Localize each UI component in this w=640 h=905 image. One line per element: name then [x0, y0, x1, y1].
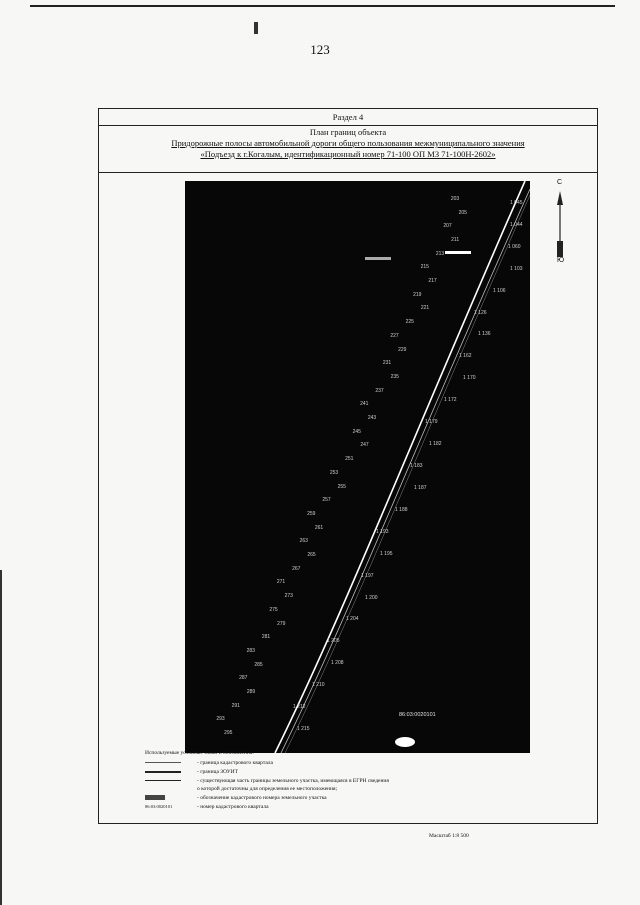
legend-item-parcel-number: - обозначение кадастрового номера земельного участка [145, 794, 555, 802]
point-label: 231 [382, 360, 392, 367]
page-number: 123 [310, 42, 330, 57]
scan-edge-line [30, 5, 615, 7]
point-label: 215 [420, 264, 429, 271]
legend-item-parcel-boundary-cont: о которой достаточны для определения ее местоположения; [197, 786, 338, 792]
map-marker [445, 251, 471, 254]
legend-item-quarter-number: 86:03:0020101 - номер кадастрового квартала [145, 804, 269, 810]
point-label: 1 182 [429, 441, 442, 448]
point-label: 263 [299, 538, 308, 545]
point-label: 1 103 [510, 265, 523, 272]
point-label: 205 [458, 209, 467, 216]
point-label: 1 197 [361, 572, 374, 579]
point-label: 285 [254, 661, 263, 668]
point-label: 1 205 [327, 638, 340, 645]
point-label: 1 193 [376, 528, 389, 535]
south-label: Ю [557, 257, 565, 264]
point-label: 229 [398, 346, 407, 353]
point-label: 237 [375, 387, 384, 394]
point-label: 247 [360, 442, 369, 449]
point-label: 221 [420, 305, 430, 312]
point-label: 1 136 [478, 331, 491, 338]
point-label: 275 [269, 606, 278, 613]
point-label: 245 [352, 428, 361, 435]
point-label: 241 [360, 401, 369, 408]
point-label: 1 212 [293, 704, 306, 711]
point-label: 283 [246, 647, 255, 654]
point-label: 1 204 [346, 616, 359, 623]
legend-heading: Используемые условные знаки и обозначения: [145, 750, 254, 756]
point-label: 261 [314, 524, 324, 531]
section-title: Раздел 4 [99, 109, 597, 126]
point-label: 291 [231, 702, 240, 709]
point-label: 207 [443, 223, 452, 230]
point-label: 227 [390, 332, 399, 339]
point-label: 1 179 [425, 419, 438, 426]
object-title-line1: Придорожные полосы автомобильной дороги общего пользования межмуниципального значения [171, 138, 525, 148]
point-label: 287 [239, 675, 248, 682]
road-lines [185, 181, 530, 753]
point-label: 1 162 [459, 353, 472, 360]
point-label: 257 [322, 497, 331, 504]
point-label: 267 [292, 565, 301, 572]
point-label: 265 [307, 552, 316, 559]
point-label: 203 [450, 195, 460, 202]
point-label: 1 208 [331, 660, 344, 667]
point-label: 211 [451, 236, 460, 243]
point-label: 1 188 [395, 506, 408, 513]
cadastral-map [185, 181, 530, 753]
point-label: 1 060 [508, 243, 521, 250]
point-label: 1 200 [365, 594, 378, 601]
scale-label: Масштаб 1:8 500 [429, 833, 469, 839]
point-label: 1 210 [312, 682, 325, 689]
point-label: 1 187 [414, 484, 427, 491]
point-label: 225 [405, 319, 414, 326]
title-divider [99, 172, 597, 173]
point-label: 295 [224, 730, 233, 737]
point-label: 281 [261, 634, 271, 641]
point-label: 251 [345, 456, 354, 463]
quarter-label: 86:03:0020101 [399, 712, 436, 718]
point-label: 293 [216, 716, 225, 723]
road-boundary-line [275, 181, 525, 753]
scan-mark [254, 22, 258, 34]
point-label: 213 [435, 250, 445, 257]
point-label: 1 195 [380, 550, 393, 557]
point-label: 289 [246, 689, 256, 696]
point-label: 1 183 [410, 463, 423, 469]
point-label: 217 [428, 278, 437, 285]
point-label: 219 [413, 291, 422, 298]
north-arrow [547, 179, 577, 267]
point-label: 273 [284, 593, 293, 600]
zone-boundary-line [281, 189, 530, 753]
point-label: 1 126 [474, 309, 487, 316]
north-label: С [557, 179, 563, 186]
point-label: 1 170 [463, 375, 476, 382]
object-title-line2: «Подъезд к г.Когалым, идентификационный номер 71-100 ОП МЗ 71-100Н-2602» [200, 149, 496, 159]
point-label: 235 [390, 373, 399, 380]
point-label: 253 [329, 469, 339, 476]
plan-title: План границ объекта [309, 127, 387, 137]
legend-item-parcel-boundary: - существующая часть границы земельного участка, имеющаяся в ЕГРН сведения [145, 777, 555, 785]
point-label: 255 [337, 483, 346, 490]
point-label: 1 044 [510, 221, 523, 228]
point-label: 271 [276, 579, 286, 586]
point-label: 243 [367, 415, 377, 422]
legend-item-zone-boundary: - граница ЗОУИТ [145, 768, 555, 776]
point-label: 1 045 [510, 199, 523, 206]
section-frame [98, 108, 598, 839]
point-label: 1 172 [444, 397, 457, 404]
point-label: 259 [307, 510, 316, 517]
title-block [99, 127, 597, 160]
legend-item-quarter-boundary: - граница кадастрового квартала [145, 759, 555, 767]
parcel-boundary-line [285, 195, 530, 753]
point-label: 1 106 [493, 287, 506, 294]
scan-edge-mark [0, 570, 2, 905]
point-label: 279 [277, 620, 286, 627]
map-marker [395, 737, 415, 747]
point-label: 1 215 [297, 726, 310, 733]
map-marker [365, 257, 391, 260]
